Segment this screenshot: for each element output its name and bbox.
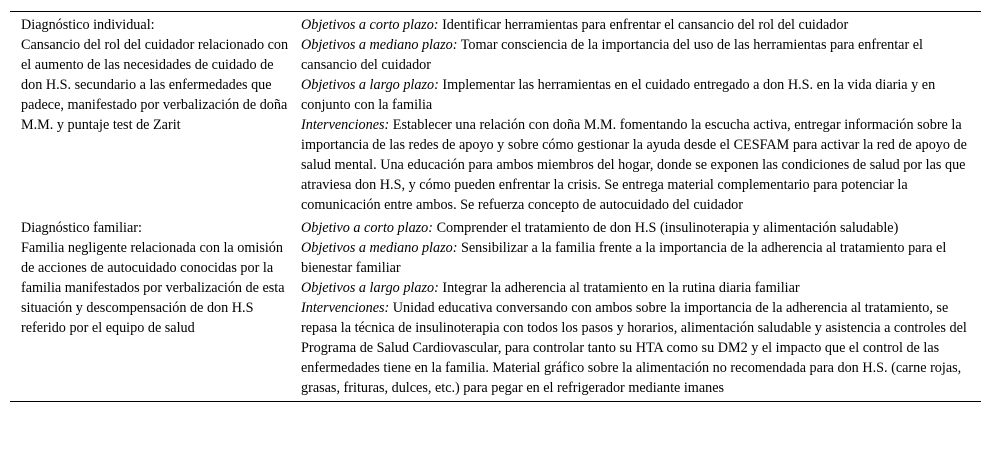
care-plan-table [10, 11, 981, 402]
interventions [301, 298, 969, 398]
long-term-label: Objetivos a largo plazo: [301, 77, 439, 93]
long-term-text: Integrar la adherencia al tratamiento en la rutina diaria familiar [438, 280, 800, 296]
diagnosis-text: Familia negligente relacionada con la omisión de acciones de autocuidado conocidas por la familia manifestados por verbalización de esta situación y descompensación de don H.S referido por el equipo de salud [21, 240, 285, 336]
long-term-label: Objetivos a largo plazo: [301, 280, 439, 296]
plan-cell [301, 12, 981, 216]
short-term-objective [301, 15, 969, 35]
diagnosis-cell [10, 215, 301, 402]
medium-term-label: Objetivos a mediano plazo: [301, 240, 458, 256]
long-term-objective [301, 75, 969, 115]
diagnosis-cell [10, 12, 301, 216]
diagnosis-title: Diagnóstico individual: [21, 17, 155, 33]
short-term-label: Objetivos a corto plazo: [301, 17, 439, 33]
diagnosis-text: Cansancio del rol del cuidador relacionado con el aumento de las necesidades de cuidado de don H.S. secundario a las enfermedades que padece, manifestado por verbalización de doña M.M. y puntaje test de Zarit [21, 37, 289, 133]
interventions-text: Establecer una relación con doña M.M. fomentando la escucha activa, entregar información sobre la importancia de las redes de apoyo y sobre cómo gestionar la ayuda desde el CESFAM para activar la red de apoyo de salud mental. Una educación para ambos miembros del hogar, donde se exponen las condiciones de salud por las que atraviesa don H.S, y cómo pueden enfrentar la crisis. Se entrega material complementario para potenciar la comunicación entre ambos. Se refuerza concepto de autocuidado del cuidador [301, 117, 967, 213]
table-row [10, 12, 981, 216]
diagnosis-title: Diagnóstico familiar: [21, 220, 142, 236]
interventions [301, 115, 969, 215]
medium-term-label: Objetivos a mediano plazo: [301, 37, 458, 53]
medium-term-text: Sensibilizar a la familia frente a la importancia de la adherencia al tratamiento para el bienestar familiar [301, 240, 947, 276]
short-term-objective [301, 218, 969, 238]
long-term-text: Implementar las herramientas en el cuidado entregado a don H.S. en la vida diaria y en conjunto con la familia [301, 77, 936, 113]
plan-cell [301, 215, 981, 402]
short-term-text: Comprender el tratamiento de don H.S (insulinoterapia y alimentación saludable) [433, 220, 899, 236]
interventions-label: Intervenciones: [301, 117, 390, 133]
medium-term-objective [301, 238, 969, 278]
medium-term-objective [301, 35, 969, 75]
table-row [10, 215, 981, 402]
interventions-text: Unidad educativa conversando con ambos sobre la importancia de la adherencia al tratamiento, se repasa la técnica de insulinoterapia con todos los pasos y horarios, alimentación saludable y asistencia a controles del Programa de Salud Cardiovascular, para controlar tanto su HTA como su DM2 y el impacto que el control de las enfermedades tiene en la familia. Material gráfico sobre la alimentación no recomendada para don H.S. (carne rojas, grasas, frituras, dulces, etc.) para pegar en el refrigerador mediante imanes [301, 300, 967, 396]
interventions-label: Intervenciones: [301, 300, 390, 316]
long-term-objective [301, 278, 969, 298]
short-term-label: Objetivo a corto plazo: [301, 220, 434, 236]
short-term-text: Identificar herramientas para enfrentar el cansancio del rol del cuidador [438, 17, 849, 33]
medium-term-text: Tomar consciencia de la importancia del uso de las herramientas para enfrentar el cansancio del cuidador [301, 37, 923, 73]
